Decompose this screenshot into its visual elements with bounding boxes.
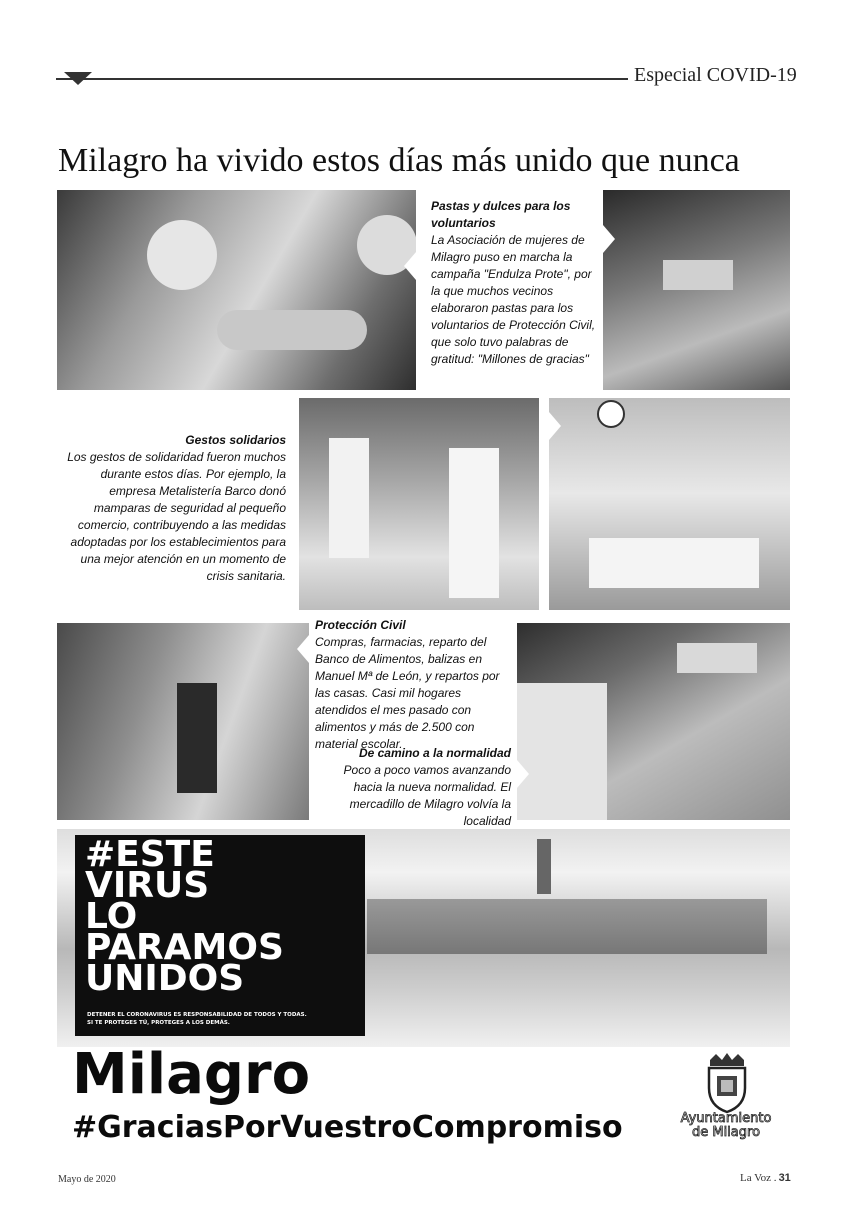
campaign-box	[75, 835, 365, 1036]
caption-proteccion-title: Protección Civil	[315, 618, 406, 632]
photo-supermarket	[57, 623, 309, 820]
caption-gestos-title: Gestos solidarios	[185, 433, 286, 447]
caption-pastas-body: La Asociación de mujeres de Milagro puso en marcha la campaña "Endulza Prote", por la que muchos vecinos elaboraron pastas para los voluntarios de Protección Civil, que solo tuvo palabras de gratitud: "Millones de gracias"	[431, 233, 596, 366]
page-title: Milagro ha vivido estos días más unido que nunca	[58, 142, 740, 179]
photo-screen-counter	[549, 398, 790, 610]
caption-gestos	[58, 432, 286, 585]
caption-proteccion-body: Compras, farmacias, reparto del Banco de Alimentos, balizas en Manuel Mª de León, y repartos por las casas. Casi mil hogares atendidos el mes pasado con alimentos y más de 2.500 con material escolar.	[315, 635, 500, 751]
footer-publication-name: La Voz .	[740, 1172, 777, 1184]
caption-gestos-body: Los gestos de solidaridad fueron muchos durante estos días. Por ejemplo, la empresa Metalistería Barco donó mamparas de seguridad al pequeño comercio, contribuyendo a las medidas adoptadas por los establecimientos para una mejor atención en un momento de crisis sanitaria.	[67, 450, 286, 583]
page-number: 31	[778, 1172, 791, 1184]
caption-normalidad-title: De camino a la normalidad	[358, 746, 511, 760]
pointer-left-icon	[297, 635, 309, 663]
header-triangle-icon	[64, 72, 92, 85]
campaign-line-5: UNIDOS	[85, 958, 245, 999]
caption-proteccion	[315, 617, 510, 753]
pointer-left-icon	[404, 252, 416, 280]
coat-of-arms-icon	[702, 1052, 752, 1119]
photo-handing-pastries	[603, 190, 790, 390]
caption-pastas-title: Pastas y dulces para los voluntarios	[431, 199, 571, 230]
logo-text-2: de Milagro	[691, 1125, 761, 1140]
caption-normalidad-body: Poco a poco vamos avanzando hacia la nueva normalidad. El mercadillo de Milagro volvía la localidad	[343, 763, 511, 828]
caption-pastas	[431, 198, 597, 368]
campaign-line-4: PARAMOS	[85, 927, 284, 968]
footer-date: Mayo de 2020	[58, 1174, 116, 1185]
pointer-right-icon	[517, 760, 529, 788]
campaign-line-3: LO	[85, 896, 138, 937]
logo-text-1: Ayuntamiento	[680, 1111, 772, 1126]
campaign-line-1: #ESTE	[85, 834, 215, 875]
campaign-line-2: VIRUS	[85, 865, 210, 906]
photo-street-market	[517, 623, 790, 820]
pointer-right-icon	[549, 412, 561, 440]
campaign-small-1: DETENER EL CORONAVIRUS ES RESPONSABILIDAD DE TODOS Y TODAS.	[87, 1012, 307, 1018]
photo-volunteers-pastries	[57, 190, 416, 390]
photo-pharmacy	[299, 398, 539, 610]
pointer-right-icon	[603, 225, 615, 253]
hashtag: #GraciasPorVuestroCompromiso	[72, 1110, 623, 1145]
header-section: Especial COVID-19	[634, 64, 797, 86]
caption-normalidad	[333, 745, 511, 830]
campaign-small-2: SI TE PROTEGES TÚ, PROTEGES A LOS DEMÁS.	[87, 1020, 230, 1026]
footer-publication	[740, 1172, 791, 1184]
header-rule	[56, 78, 628, 80]
town-name: Milagro	[72, 1042, 311, 1107]
